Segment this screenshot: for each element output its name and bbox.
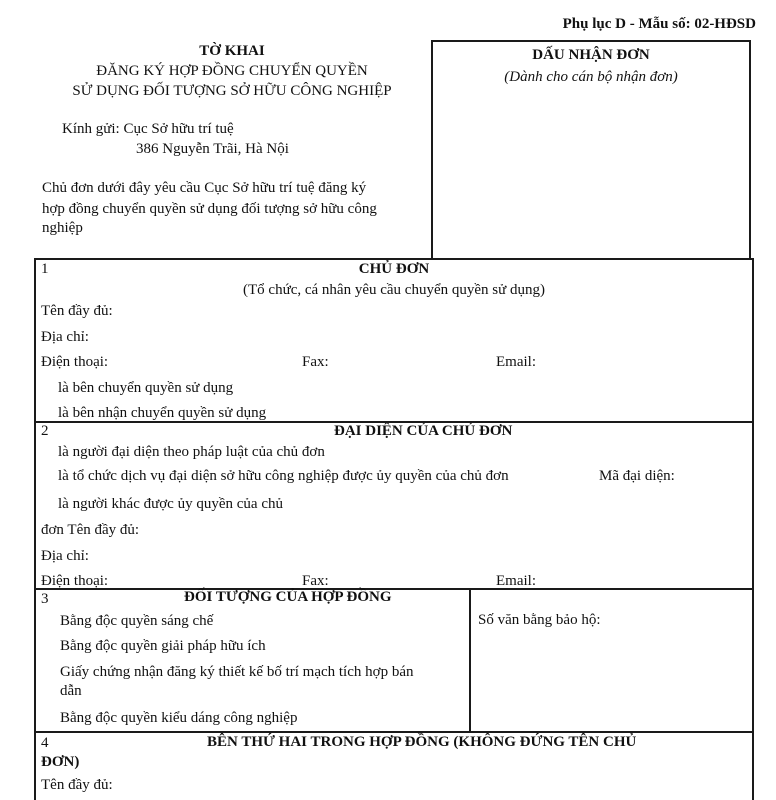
subject-option-industrial-design[interactable]: Bằng độc quyền kiểu dáng công nghiệp	[60, 710, 298, 726]
subject-option-layout-design[interactable]: Giấy chứng nhận đăng ký thiết kế bố trí mạch tích hợp bán	[60, 664, 414, 680]
subject-option-utility-solution[interactable]: Bằng độc quyền giải pháp hữu ích	[60, 638, 266, 654]
section-2	[36, 423, 752, 588]
stamp-note: (Dành cho cán bộ nhận đơn)	[504, 69, 678, 85]
owner-name-label: Tên đầy đủ:	[41, 303, 113, 319]
owner-option-transferee[interactable]: là bên nhận chuyển quyền sử dụng	[58, 405, 267, 421]
owner-option-transferor[interactable]: là bên chuyển quyền sử dụng	[58, 380, 234, 396]
owner-fax-label: Fax:	[302, 354, 329, 370]
intro-line2: hợp đồng chuyển quyền sử dụng đối tượng sở hữu công	[42, 201, 377, 217]
section-3-number: 3	[41, 591, 49, 607]
rep-option-other[interactable]: là người khác được ủy quyền của chủ	[58, 496, 283, 512]
section-2-bottom-border	[34, 588, 754, 590]
rep-phone-label: Điện thoại:	[41, 573, 109, 588]
section-2-number: 2	[41, 423, 49, 439]
section-2-title: ĐẠI DIỆN CỦA CHỦ ĐƠN	[334, 423, 513, 439]
recipient-label: Kính gửi: Cục Sở hữu trí tuệ	[62, 121, 234, 137]
intro-line1: Chủ đơn dưới đây yêu cầu Cục Sở hữu trí tuệ đăng ký	[42, 180, 367, 196]
section-1	[36, 260, 752, 421]
section-1-subtitle: (Tổ chức, cá nhân yêu cầu chuyển quyền sử dụng)	[243, 282, 545, 298]
form-subtitle-line1: ĐĂNG KÝ HỢP ĐỒNG CHUYỂN QUYỀN	[96, 63, 368, 79]
owner-phone-label: Điện thoại:	[41, 354, 109, 370]
section-4-number: 4	[41, 735, 49, 751]
section-3-divider	[469, 588, 471, 732]
form-title: TỜ KHAI	[199, 43, 265, 59]
intro-line3: nghiệp	[42, 220, 83, 236]
rep-option-legal[interactable]: là người đại diện theo pháp luật của chủ đơn	[58, 444, 325, 460]
section-1-number: 1	[41, 261, 49, 277]
owner-address-label: Địa chỉ:	[41, 329, 89, 345]
section-4-title-line1: BÊN THỨ HAI TRONG HỢP ĐỒNG (KHÔNG ĐỨNG TÊN CHỦ	[207, 734, 637, 750]
table-right-border	[752, 258, 754, 800]
subject-option-layout-design-cont: dẫn	[60, 683, 82, 699]
section-4-title-line2: ĐƠN)	[41, 754, 80, 770]
form-subtitle-line2: SỬ DỤNG ĐỐI TƯỢNG SỞ HỮU CÔNG NGHIỆP	[72, 83, 392, 99]
subject-option-patent[interactable]: Bằng độc quyền sáng chế	[60, 613, 214, 629]
second-party-name-label: Tên đầy đủ:	[41, 777, 113, 793]
owner-email-label: Email:	[496, 354, 536, 370]
rep-address-label: Địa chỉ:	[41, 548, 89, 564]
recipient-address: 386 Nguyễn Trãi, Hà Nội	[136, 141, 289, 157]
stamp-title: DẤU NHẬN ĐƠN	[532, 47, 650, 63]
section-3-title: ĐỐI TƯỢNG CỦA HỢP ĐỒNG	[184, 589, 392, 605]
section-3-bottom-border	[34, 731, 754, 733]
rep-name-label: đơn Tên đầy đủ:	[41, 522, 140, 538]
rep-option-ip-agency[interactable]: là tổ chức dịch vụ đại diện sở hữu công nghiệp được ủy quyền của chủ đơn	[58, 468, 509, 484]
cert-number-label: Số văn bằng bảo hộ:	[478, 612, 601, 628]
section-1-title: CHỦ ĐƠN	[358, 261, 430, 277]
appendix-label: Phụ lục D - Mẫu số: 02-HĐSD	[562, 16, 756, 32]
rep-fax-label: Fax:	[302, 573, 329, 588]
rep-email-label: Email:	[496, 573, 536, 588]
rep-code-label: Mã đại diện:	[599, 468, 675, 484]
